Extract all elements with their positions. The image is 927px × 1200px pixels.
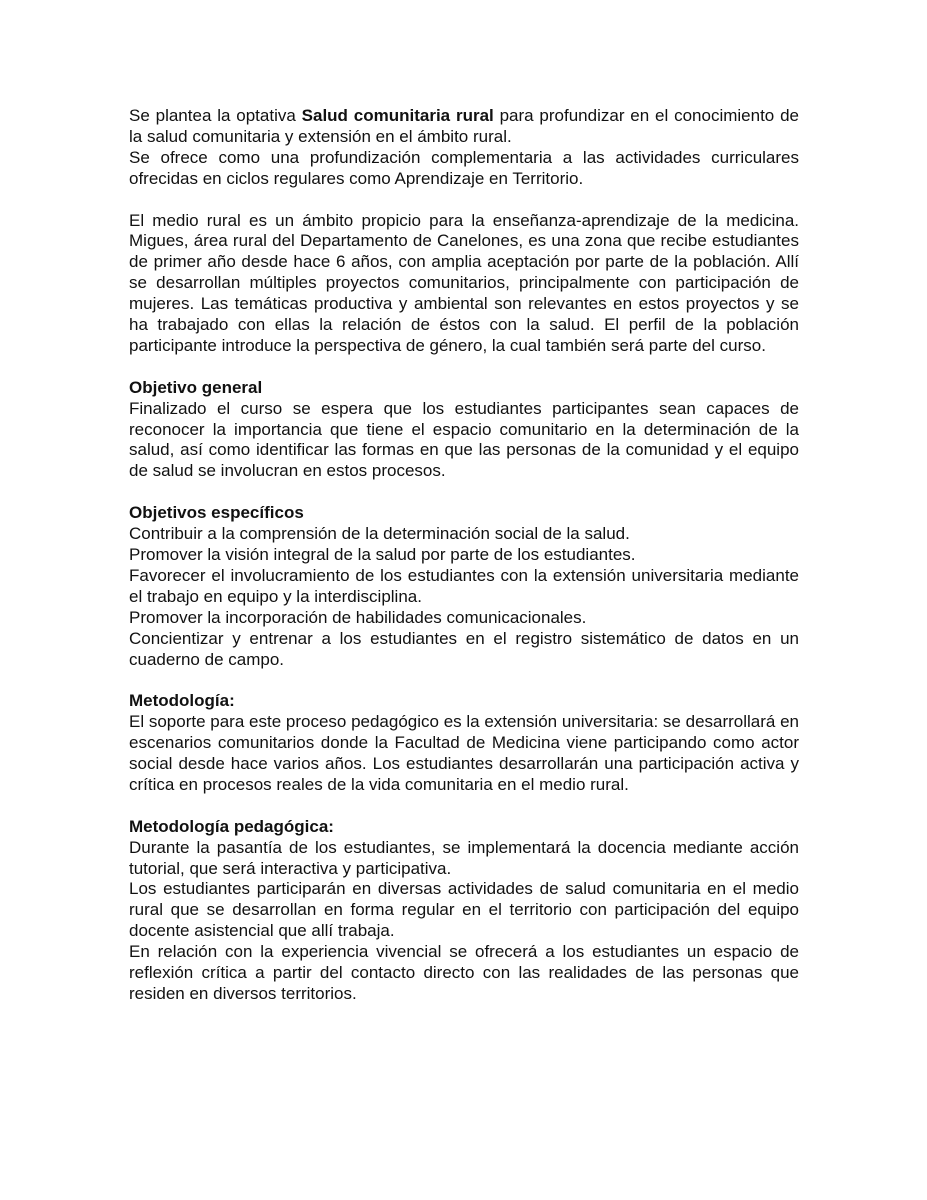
spacer — [129, 796, 799, 817]
metodologia-pedagogica-paragraph: Los estudiantes participarán en diversas actividades de salud comunitaria en el medio rural que se desarrollan en forma regular en el territorio con participación del equipo docente asistencial que allí trabaja. — [129, 879, 799, 941]
heading-metodologia: Metodología: — [129, 691, 235, 711]
objetivo-especifico-item: Concientizar y entrenar a los estudiantes en el registro sistemático de datos en un cuaderno de campo. — [129, 628, 799, 669]
spacer — [129, 482, 799, 503]
objetivo-especifico-item: Contribuir a la comprensión de la determinación social de la salud. — [129, 524, 630, 544]
metodologia-pedagogica-paragraph: Durante la pasantía de los estudiantes, se implementará la docencia mediante acción tutorial, que será interactiva y participativa. — [129, 837, 799, 878]
objetivo-especifico-item: Promover la visión integral de la salud por parte de los estudiantes. — [129, 544, 636, 564]
metodologia-pedagogica-paragraph: En relación con la experiencia vivencial se ofrecerá a los estudiantes un espacio de reflexión crítica a partir del contacto directo con las realidades de las personas que residen en diversos territorios. — [129, 942, 799, 1003]
spacer — [129, 190, 799, 211]
metodologia-text: El soporte para este proceso pedagógico es la extensión universitaria: se desarrollará en escenarios comunitarios donde la Facultad de Medicina viene participando como actor social desde hace varios años. Los estudiantes desarrollarán una participación activa y crítica en procesos reales de la vida comunitaria en el medio rural. — [129, 712, 800, 794]
heading-metodologia-pedagogica: Metodología pedagógica: — [129, 816, 334, 836]
heading-objetivo-general: Objetivo general — [129, 377, 263, 397]
spacer — [129, 357, 799, 378]
objetivo-especifico-item: Favorecer el involucramiento de los estudiantes con la extensión universitaria mediante el trabajo en equipo y la interdisciplina. — [129, 565, 799, 606]
intro-text-before: Se plantea la optativa — [129, 106, 302, 125]
intro-paragraph-1 — [129, 106, 799, 148]
heading-objetivos-especificos: Objetivos específicos — [129, 503, 304, 523]
intro-paragraph-2: Se ofrece como una profundización complementaria a las actividades curriculares ofrecidas en ciclos regulares como Aprendizaje en Territorio. — [129, 147, 799, 188]
objetivo-especifico-item: Promover la incorporación de habilidades comunicacionales. — [129, 607, 587, 627]
course-name: Salud comunitaria rural — [301, 106, 494, 125]
context-paragraph: El medio rural es un ámbito propicio para la enseñanza-aprendizaje de la medicina. Migues, área rural del Departamento de Canelones, es una zona que recibe estudiantes de primer año desde hace 6 años, con amplia aceptación por parte de la población. Allí se desarrollan múltiples proyectos comunitarios, principalmente con participación de mujeres. Las temáticas productiva y ambiental son relevantes en estos proyectos y se ha trabajado con ellas la relación de éstos con la salud. El perfil de la población participante introduce la perspectiva de género, la cual también será parte del curso. — [129, 210, 799, 355]
objetivo-general-text: Finalizado el curso se espera que los estudiantes participantes sean capaces de reconocer la importancia que tiene el espacio comunitario en la determinación de la salud, así como identificar las formas en que las personas de la comunidad y el equipo de salud se involucran en estos procesos. — [129, 398, 799, 481]
intro-text-after: para profundizar en el conocimiento de la salud comunitaria y extensión en el ámbito rural. — [129, 106, 799, 146]
spacer — [129, 670, 799, 691]
